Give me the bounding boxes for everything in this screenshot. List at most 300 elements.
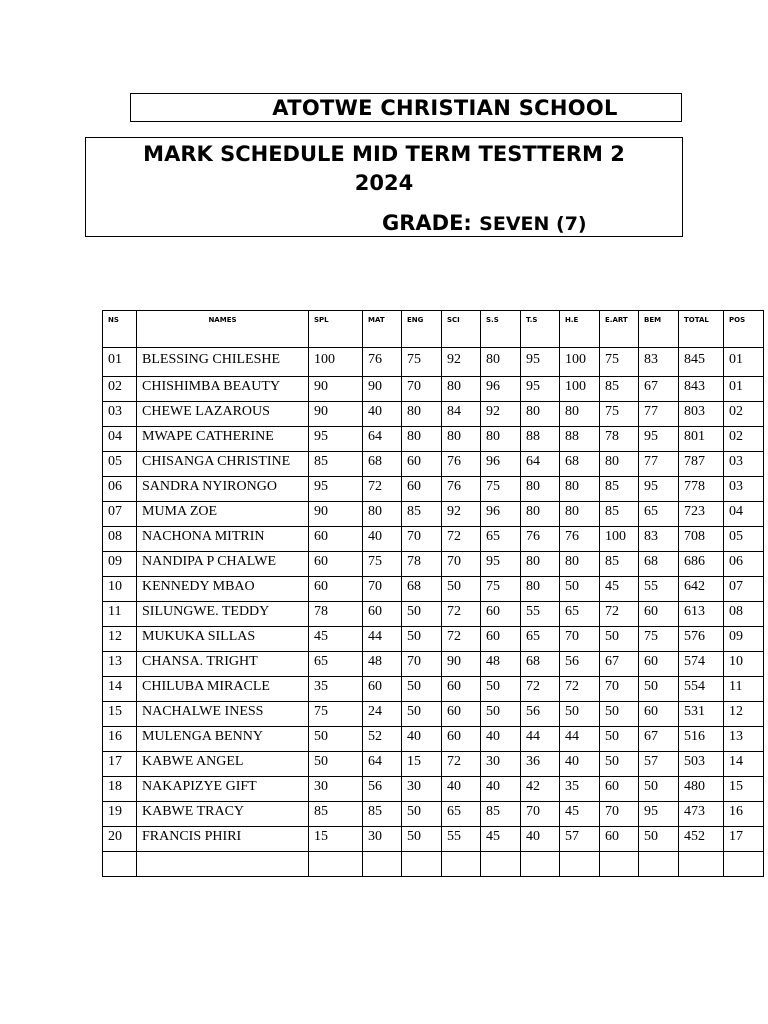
cell-pos: 10	[724, 652, 764, 677]
column-header-t-s: T.S	[521, 311, 560, 348]
column-header-mat: MAT	[363, 311, 402, 348]
empty-cell	[600, 852, 639, 877]
cell-e-art: 50	[600, 702, 639, 727]
table-row	[103, 577, 764, 602]
cell-ns: 17	[103, 752, 137, 777]
cell-bem: 60	[639, 702, 679, 727]
table-row	[103, 602, 764, 627]
cell-names: SANDRA NYIRONGO	[137, 477, 309, 502]
grade-value: SEVEN (7)	[479, 213, 587, 235]
cell-mat: 68	[363, 452, 402, 477]
column-header-bem: BEM	[639, 311, 679, 348]
cell-ns: 13	[103, 652, 137, 677]
cell-pos: 12	[724, 702, 764, 727]
cell-sci: 84	[442, 402, 481, 427]
cell-e-art: 100	[600, 527, 639, 552]
cell-total: 516	[679, 727, 724, 752]
cell-s-s: 96	[481, 377, 521, 402]
column-header-names: NAMES	[137, 311, 309, 348]
table-row	[103, 427, 764, 452]
empty-cell	[402, 852, 442, 877]
cell-h-e: 70	[560, 627, 600, 652]
cell-e-art: 80	[600, 452, 639, 477]
cell-sci: 76	[442, 477, 481, 502]
cell-pos: 02	[724, 427, 764, 452]
cell-e-art: 70	[600, 802, 639, 827]
cell-spl: 100	[309, 348, 363, 377]
schedule-title: MARK SCHEDULE MID TERM TESTTERM 2	[143, 142, 625, 166]
cell-total: 686	[679, 552, 724, 577]
cell-pos: 13	[724, 727, 764, 752]
cell-pos: 03	[724, 452, 764, 477]
cell-e-art: 85	[600, 477, 639, 502]
cell-pos: 15	[724, 777, 764, 802]
cell-sci: 90	[442, 652, 481, 677]
table-row	[103, 452, 764, 477]
cell-sci: 60	[442, 677, 481, 702]
cell-t-s: 64	[521, 452, 560, 477]
cell-spl: 85	[309, 452, 363, 477]
cell-spl: 60	[309, 527, 363, 552]
cell-e-art: 85	[600, 502, 639, 527]
cell-t-s: 80	[521, 552, 560, 577]
column-header-spl: SPL	[309, 311, 363, 348]
cell-s-s: 96	[481, 502, 521, 527]
cell-bem: 95	[639, 427, 679, 452]
grade-label: GRADE:	[382, 211, 472, 235]
cell-mat: 60	[363, 602, 402, 627]
cell-ns: 03	[103, 402, 137, 427]
cell-total: 574	[679, 652, 724, 677]
cell-ns: 06	[103, 477, 137, 502]
cell-total: 723	[679, 502, 724, 527]
cell-h-e: 80	[560, 477, 600, 502]
cell-s-s: 75	[481, 577, 521, 602]
cell-t-s: 76	[521, 527, 560, 552]
cell-bem: 95	[639, 477, 679, 502]
cell-sci: 70	[442, 552, 481, 577]
cell-t-s: 70	[521, 802, 560, 827]
cell-s-s: 40	[481, 727, 521, 752]
cell-ns: 05	[103, 452, 137, 477]
cell-h-e: 56	[560, 652, 600, 677]
cell-mat: 76	[363, 348, 402, 377]
grade-line	[382, 208, 587, 239]
cell-ns: 16	[103, 727, 137, 752]
empty-cell	[639, 852, 679, 877]
cell-s-s: 75	[481, 477, 521, 502]
cell-names: CHEWE LAZAROUS	[137, 402, 309, 427]
cell-e-art: 60	[600, 777, 639, 802]
cell-names: MULENGA BENNY	[137, 727, 309, 752]
cell-bem: 50	[639, 827, 679, 852]
table-row	[103, 802, 764, 827]
cell-h-e: 100	[560, 348, 600, 377]
cell-e-art: 45	[600, 577, 639, 602]
cell-names: NACHALWE INESS	[137, 702, 309, 727]
cell-sci: 55	[442, 827, 481, 852]
cell-bem: 77	[639, 452, 679, 477]
cell-total: 473	[679, 802, 724, 827]
empty-cell	[309, 852, 363, 877]
cell-t-s: 72	[521, 677, 560, 702]
cell-spl: 35	[309, 677, 363, 702]
cell-total: 803	[679, 402, 724, 427]
cell-spl: 15	[309, 827, 363, 852]
cell-e-art: 75	[600, 402, 639, 427]
cell-sci: 60	[442, 702, 481, 727]
cell-bem: 77	[639, 402, 679, 427]
cell-s-s: 48	[481, 652, 521, 677]
cell-e-art: 75	[600, 348, 639, 377]
cell-s-s: 60	[481, 627, 521, 652]
cell-t-s: 40	[521, 827, 560, 852]
cell-ns: 04	[103, 427, 137, 452]
cell-names: CHILUBA MIRACLE	[137, 677, 309, 702]
cell-pos: 08	[724, 602, 764, 627]
cell-eng: 70	[402, 377, 442, 402]
cell-eng: 60	[402, 452, 442, 477]
cell-pos: 02	[724, 402, 764, 427]
cell-bem: 67	[639, 727, 679, 752]
cell-mat: 48	[363, 652, 402, 677]
table-row	[103, 777, 764, 802]
cell-ns: 01	[103, 348, 137, 377]
column-header-sci: SCI	[442, 311, 481, 348]
cell-eng: 40	[402, 727, 442, 752]
empty-cell	[521, 852, 560, 877]
cell-s-s: 60	[481, 602, 521, 627]
cell-names: CHANSA. TRIGHT	[137, 652, 309, 677]
cell-eng: 50	[402, 677, 442, 702]
empty-cell	[363, 852, 402, 877]
empty-cell	[442, 852, 481, 877]
cell-h-e: 40	[560, 752, 600, 777]
cell-sci: 80	[442, 377, 481, 402]
cell-sci: 92	[442, 502, 481, 527]
cell-sci: 76	[442, 452, 481, 477]
empty-cell	[137, 852, 309, 877]
cell-bem: 95	[639, 802, 679, 827]
cell-ns: 20	[103, 827, 137, 852]
table-row	[103, 348, 764, 377]
cell-total: 787	[679, 452, 724, 477]
cell-pos: 05	[724, 527, 764, 552]
mark-schedule-table	[102, 310, 764, 877]
cell-e-art: 50	[600, 752, 639, 777]
cell-mat: 24	[363, 702, 402, 727]
cell-sci: 60	[442, 727, 481, 752]
cell-mat: 40	[363, 402, 402, 427]
cell-ns: 19	[103, 802, 137, 827]
cell-mat: 44	[363, 627, 402, 652]
cell-mat: 80	[363, 502, 402, 527]
cell-bem: 83	[639, 348, 679, 377]
cell-eng: 15	[402, 752, 442, 777]
empty-cell	[103, 852, 137, 877]
table-body	[103, 348, 764, 877]
cell-total: 576	[679, 627, 724, 652]
cell-e-art: 50	[600, 727, 639, 752]
cell-mat: 90	[363, 377, 402, 402]
cell-bem: 60	[639, 602, 679, 627]
cell-total: 554	[679, 677, 724, 702]
cell-eng: 50	[402, 827, 442, 852]
cell-ns: 15	[103, 702, 137, 727]
cell-ns: 07	[103, 502, 137, 527]
cell-spl: 90	[309, 502, 363, 527]
table-row	[103, 702, 764, 727]
cell-bem: 57	[639, 752, 679, 777]
cell-spl: 75	[309, 702, 363, 727]
table-row	[103, 502, 764, 527]
cell-mat: 75	[363, 552, 402, 577]
column-header-s-s: S.S	[481, 311, 521, 348]
cell-names: SILUNGWE. TEDDY	[137, 602, 309, 627]
table-row	[103, 652, 764, 677]
cell-t-s: 68	[521, 652, 560, 677]
cell-s-s: 50	[481, 677, 521, 702]
empty-row	[103, 852, 764, 877]
title-box	[85, 137, 683, 237]
cell-spl: 95	[309, 477, 363, 502]
cell-mat: 85	[363, 802, 402, 827]
cell-s-s: 80	[481, 348, 521, 377]
cell-pos: 16	[724, 802, 764, 827]
cell-e-art: 78	[600, 427, 639, 452]
cell-eng: 50	[402, 802, 442, 827]
table-row	[103, 727, 764, 752]
cell-names: NANDIPA P CHALWE	[137, 552, 309, 577]
cell-eng: 50	[402, 602, 442, 627]
cell-h-e: 68	[560, 452, 600, 477]
cell-e-art: 72	[600, 602, 639, 627]
cell-ns: 10	[103, 577, 137, 602]
cell-h-e: 35	[560, 777, 600, 802]
cell-names: KABWE TRACY	[137, 802, 309, 827]
school-name-box	[130, 93, 682, 122]
cell-e-art: 67	[600, 652, 639, 677]
cell-eng: 68	[402, 577, 442, 602]
cell-names: KENNEDY MBAO	[137, 577, 309, 602]
empty-cell	[560, 852, 600, 877]
cell-bem: 60	[639, 652, 679, 677]
cell-pos: 14	[724, 752, 764, 777]
cell-spl: 90	[309, 377, 363, 402]
cell-s-s: 30	[481, 752, 521, 777]
cell-ns: 18	[103, 777, 137, 802]
cell-t-s: 65	[521, 627, 560, 652]
cell-mat: 72	[363, 477, 402, 502]
cell-s-s: 40	[481, 777, 521, 802]
cell-s-s: 65	[481, 527, 521, 552]
cell-total: 642	[679, 577, 724, 602]
cell-names: CHISANGA CHRISTINE	[137, 452, 309, 477]
cell-bem: 83	[639, 527, 679, 552]
cell-bem: 55	[639, 577, 679, 602]
table-row	[103, 477, 764, 502]
cell-h-e: 88	[560, 427, 600, 452]
cell-spl: 60	[309, 552, 363, 577]
cell-pos: 17	[724, 827, 764, 852]
cell-h-e: 80	[560, 552, 600, 577]
cell-sci: 92	[442, 348, 481, 377]
cell-eng: 75	[402, 348, 442, 377]
cell-ns: 02	[103, 377, 137, 402]
schedule-year: 2024	[354, 171, 414, 195]
cell-names: BLESSING CHILESHE	[137, 348, 309, 377]
cell-sci: 72	[442, 627, 481, 652]
cell-h-e: 76	[560, 527, 600, 552]
school-name: ATOTWE CHRISTIAN SCHOOL	[272, 96, 618, 120]
cell-spl: 65	[309, 652, 363, 677]
cell-h-e: 65	[560, 602, 600, 627]
table-row	[103, 527, 764, 552]
cell-t-s: 56	[521, 702, 560, 727]
cell-e-art: 70	[600, 677, 639, 702]
cell-total: 843	[679, 377, 724, 402]
cell-h-e: 80	[560, 502, 600, 527]
cell-s-s: 85	[481, 802, 521, 827]
cell-eng: 60	[402, 477, 442, 502]
cell-bem: 67	[639, 377, 679, 402]
cell-spl: 30	[309, 777, 363, 802]
cell-sci: 50	[442, 577, 481, 602]
cell-t-s: 80	[521, 402, 560, 427]
cell-h-e: 100	[560, 377, 600, 402]
table-header-row	[103, 311, 764, 348]
cell-spl: 85	[309, 802, 363, 827]
cell-t-s: 95	[521, 348, 560, 377]
cell-s-s: 95	[481, 552, 521, 577]
cell-names: MUMA ZOE	[137, 502, 309, 527]
cell-mat: 70	[363, 577, 402, 602]
cell-h-e: 72	[560, 677, 600, 702]
cell-e-art: 85	[600, 552, 639, 577]
cell-spl: 50	[309, 752, 363, 777]
cell-mat: 56	[363, 777, 402, 802]
cell-sci: 72	[442, 527, 481, 552]
cell-mat: 60	[363, 677, 402, 702]
cell-bem: 50	[639, 777, 679, 802]
column-header-eng: ENG	[402, 311, 442, 348]
cell-spl: 95	[309, 427, 363, 452]
cell-names: FRANCIS PHIRI	[137, 827, 309, 852]
cell-s-s: 80	[481, 427, 521, 452]
cell-bem: 68	[639, 552, 679, 577]
empty-cell	[679, 852, 724, 877]
cell-names: MWAPE CATHERINE	[137, 427, 309, 452]
cell-total: 801	[679, 427, 724, 452]
cell-eng: 70	[402, 527, 442, 552]
cell-total: 480	[679, 777, 724, 802]
cell-sci: 72	[442, 602, 481, 627]
cell-t-s: 80	[521, 502, 560, 527]
table-row	[103, 377, 764, 402]
cell-s-s: 96	[481, 452, 521, 477]
column-header-h-e: H.E	[560, 311, 600, 348]
table-row	[103, 627, 764, 652]
empty-cell	[724, 852, 764, 877]
cell-pos: 04	[724, 502, 764, 527]
cell-h-e: 44	[560, 727, 600, 752]
cell-pos: 07	[724, 577, 764, 602]
cell-spl: 78	[309, 602, 363, 627]
cell-spl: 45	[309, 627, 363, 652]
cell-t-s: 55	[521, 602, 560, 627]
cell-spl: 60	[309, 577, 363, 602]
cell-s-s: 45	[481, 827, 521, 852]
cell-mat: 30	[363, 827, 402, 852]
cell-names: CHISHIMBA BEAUTY	[137, 377, 309, 402]
cell-e-art: 85	[600, 377, 639, 402]
cell-ns: 08	[103, 527, 137, 552]
cell-mat: 64	[363, 752, 402, 777]
cell-h-e: 80	[560, 402, 600, 427]
cell-total: 845	[679, 348, 724, 377]
cell-pos: 09	[724, 627, 764, 652]
cell-total: 531	[679, 702, 724, 727]
cell-eng: 70	[402, 652, 442, 677]
cell-sci: 65	[442, 802, 481, 827]
cell-eng: 80	[402, 402, 442, 427]
cell-t-s: 80	[521, 477, 560, 502]
cell-ns: 12	[103, 627, 137, 652]
cell-sci: 72	[442, 752, 481, 777]
cell-h-e: 45	[560, 802, 600, 827]
cell-h-e: 50	[560, 577, 600, 602]
cell-t-s: 42	[521, 777, 560, 802]
cell-total: 613	[679, 602, 724, 627]
cell-pos: 03	[724, 477, 764, 502]
empty-cell	[481, 852, 521, 877]
column-header-ns: NS	[103, 311, 137, 348]
cell-e-art: 50	[600, 627, 639, 652]
cell-bem: 65	[639, 502, 679, 527]
cell-t-s: 80	[521, 577, 560, 602]
cell-total: 452	[679, 827, 724, 852]
cell-eng: 85	[402, 502, 442, 527]
cell-eng: 80	[402, 427, 442, 452]
table-row	[103, 752, 764, 777]
cell-s-s: 50	[481, 702, 521, 727]
table-row	[103, 677, 764, 702]
cell-s-s: 92	[481, 402, 521, 427]
cell-names: MUKUKA SILLAS	[137, 627, 309, 652]
cell-pos: 11	[724, 677, 764, 702]
cell-mat: 64	[363, 427, 402, 452]
cell-e-art: 60	[600, 827, 639, 852]
cell-names: NACHONA MITRIN	[137, 527, 309, 552]
table-row	[103, 402, 764, 427]
cell-eng: 78	[402, 552, 442, 577]
cell-t-s: 88	[521, 427, 560, 452]
cell-pos: 01	[724, 377, 764, 402]
cell-names: KABWE ANGEL	[137, 752, 309, 777]
column-header-e-art: E.ART	[600, 311, 639, 348]
cell-eng: 30	[402, 777, 442, 802]
cell-ns: 11	[103, 602, 137, 627]
cell-total: 778	[679, 477, 724, 502]
cell-h-e: 50	[560, 702, 600, 727]
table-row	[103, 827, 764, 852]
cell-names: NAKAPIZYE GIFT	[137, 777, 309, 802]
cell-total: 708	[679, 527, 724, 552]
cell-eng: 50	[402, 702, 442, 727]
cell-ns: 09	[103, 552, 137, 577]
cell-sci: 40	[442, 777, 481, 802]
cell-t-s: 44	[521, 727, 560, 752]
